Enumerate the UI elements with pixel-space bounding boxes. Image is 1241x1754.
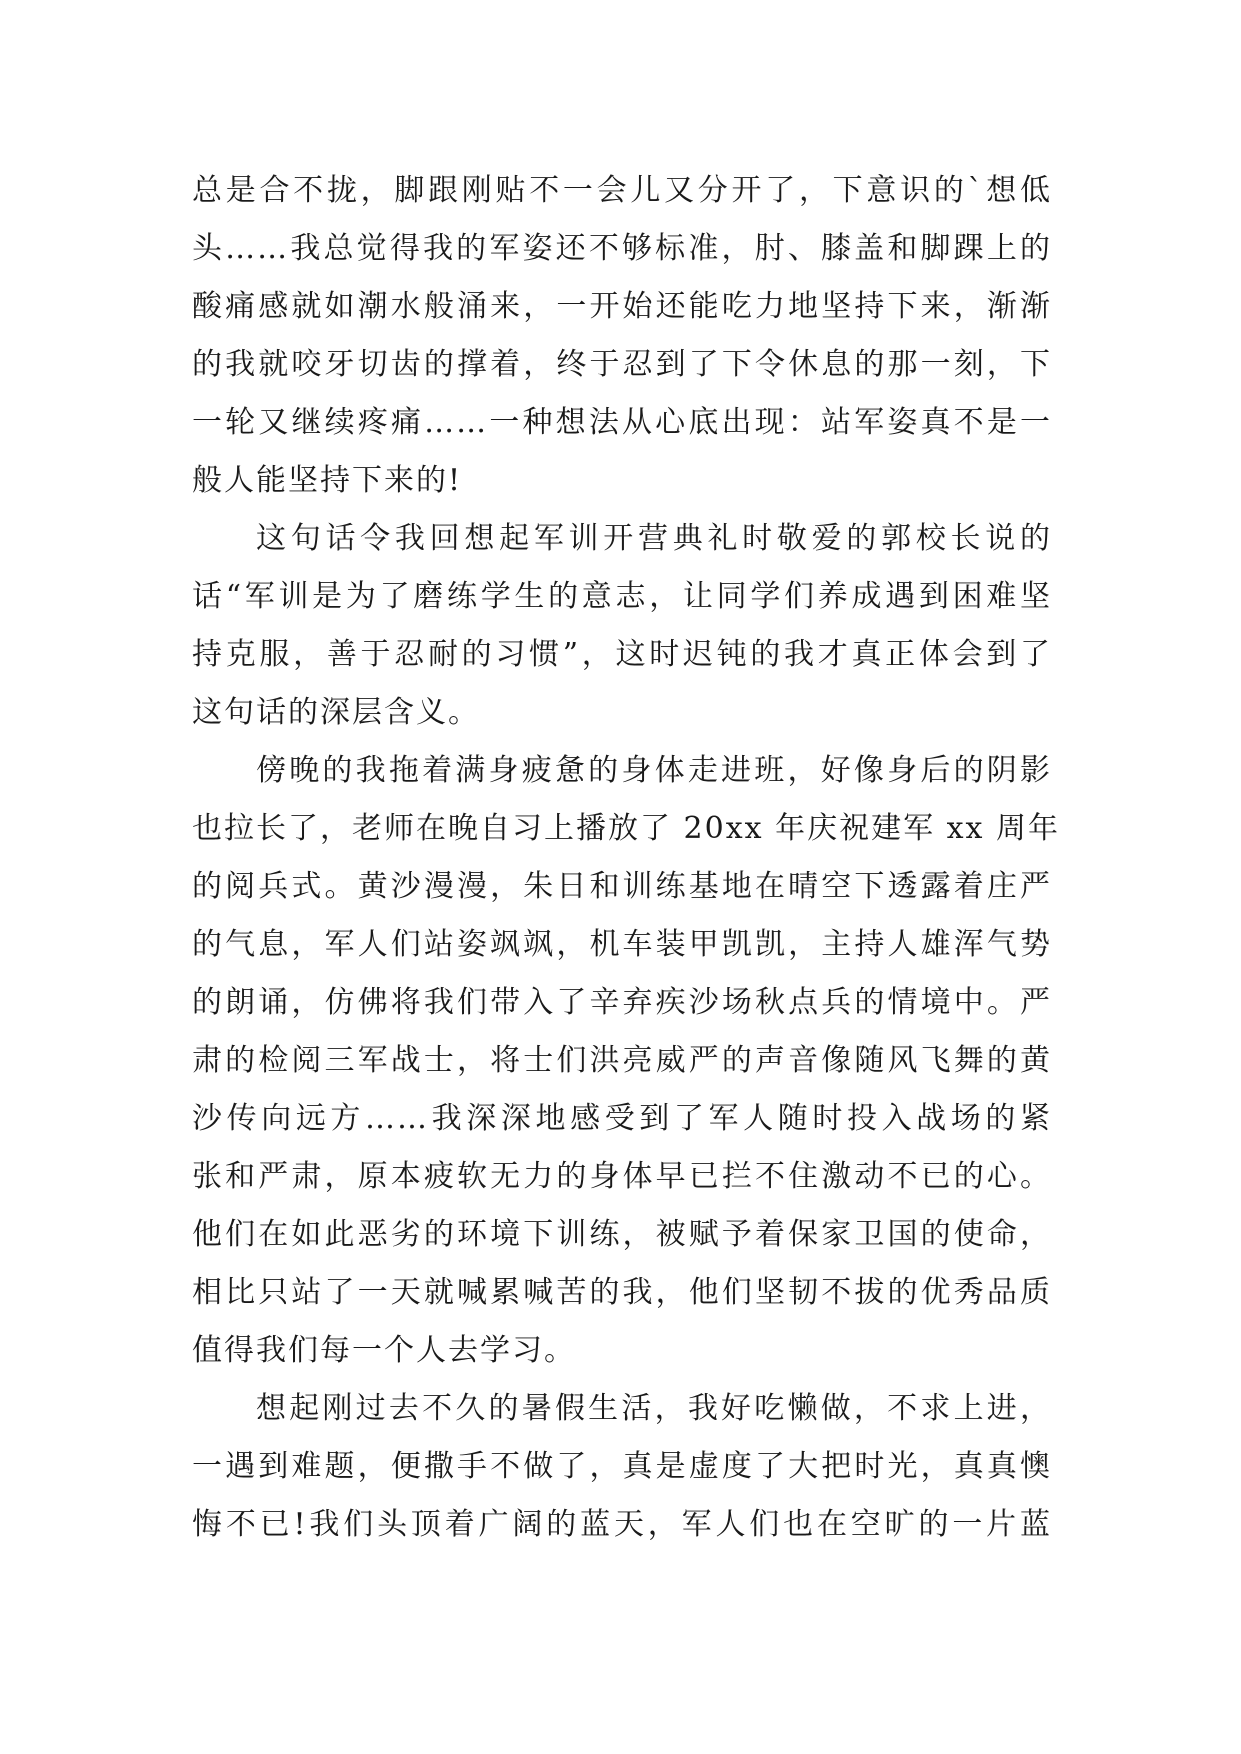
text-line: 一遇到难题，便撒手不做了，真是虚度了大把时光，真真懊: [192, 1449, 1052, 1484]
text-line: 想起刚过去不久的暑假生活，我好吃懒做，不求上进，: [256, 1391, 1052, 1426]
text-line: 悔不已!我们头顶着广阔的蓝天，军人们也在空旷的一片蓝: [192, 1507, 1052, 1542]
text-line: 也拉长了，老师在晚自习上播放了 20xx 年庆祝建军 xx 周年: [192, 811, 1060, 846]
text-line: 傍晚的我拖着满身疲惫的身体走进班，好像身后的阴影: [256, 753, 1052, 788]
text-line: 的阅兵式。黄沙漫漫，朱日和训练基地在晴空下透露着庄严: [192, 869, 1052, 904]
text-line: 般人能坚持下来的!: [192, 463, 463, 498]
text-line: 沙传向远方……我深深地感受到了军人随时投入战场的紧: [192, 1101, 1052, 1136]
text-line: 的朗诵，仿佛将我们带入了辛弃疾沙场秋点兵的情境中。严: [192, 985, 1052, 1020]
text-line: 他们在如此恶劣的环境下训练，被赋予着保家卫国的使命，: [192, 1217, 1052, 1252]
text-line: 这句话令我回想起军训开营典礼时敬爱的郭校长说的: [256, 521, 1052, 556]
text-line: 值得我们每一个人去学习。: [192, 1333, 576, 1368]
text-line: 持克服，善于忍耐的习惯”，这时迟钝的我才真正体会到了: [192, 637, 1052, 672]
document-body: [192, 162, 1060, 1554]
text-line: 的气息，军人们站姿飒飒，机车装甲凯凯，主持人雄浑气势: [192, 927, 1052, 962]
text-line: 肃的检阅三军战士，将士们洪亮威严的声音像随风飞舞的黄: [192, 1043, 1052, 1078]
text-line: 总是合不拢，脚跟刚贴不一会儿又分开了，下意识的`想低: [192, 173, 1052, 208]
text-line: 话“军训是为了磨练学生的意志，让同学们养成遇到困难坚: [192, 579, 1052, 614]
text-line: 的我就咬牙切齿的撑着，终于忍到了下令休息的那一刻，下: [192, 347, 1052, 382]
text-line: 这句话的深层含义。: [192, 695, 480, 730]
text-line: 张和严肃，原本疲软无力的身体早已拦不住激动不已的心。: [192, 1159, 1052, 1194]
text-line: 相比只站了一天就喊累喊苦的我，他们坚韧不拔的优秀品质: [192, 1275, 1052, 1310]
text-line: 酸痛感就如潮水般涌来，一开始还能吃力地坚持下来，渐渐: [192, 289, 1052, 324]
text-line: 头……我总觉得我的军姿还不够标准，肘、膝盖和脚踝上的: [192, 231, 1052, 266]
text-line: 一轮又继续疼痛……一种想法从心底出现：站军姿真不是一: [192, 405, 1052, 440]
